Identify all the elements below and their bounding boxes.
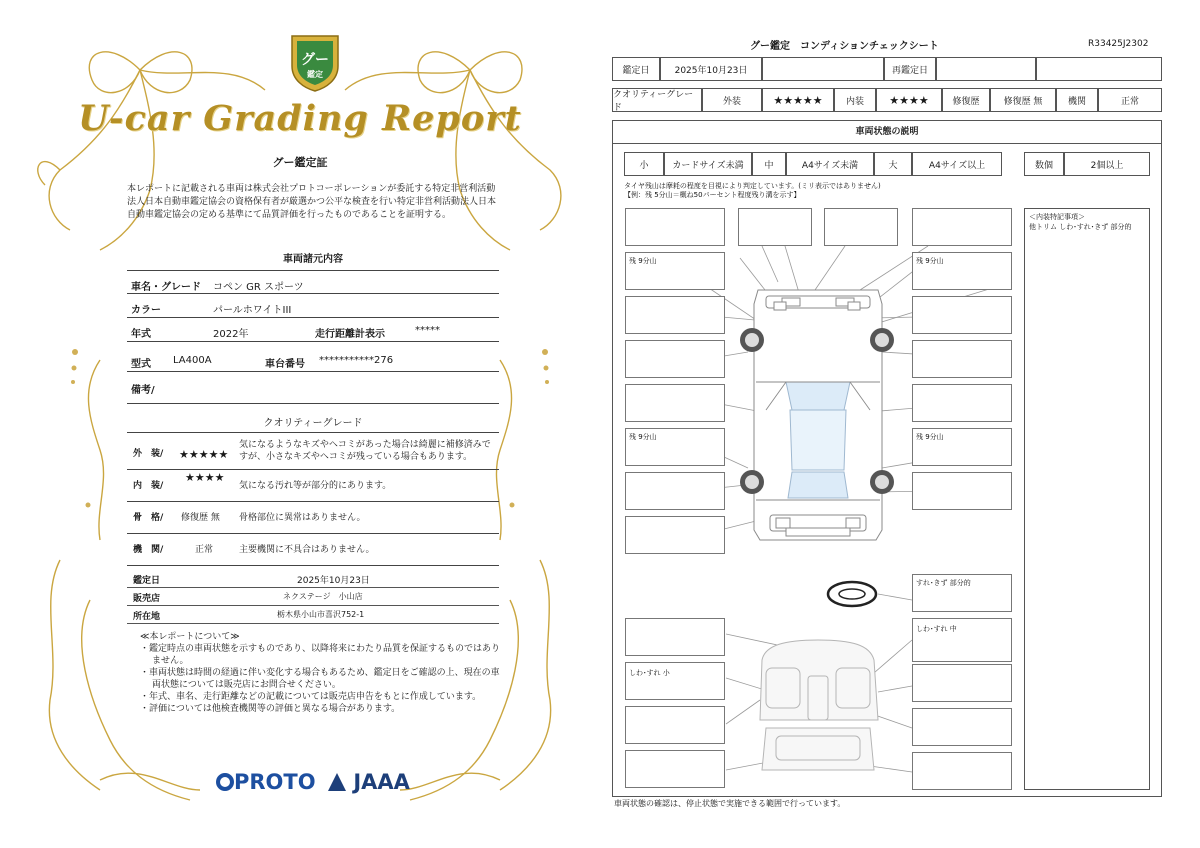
exterior-description: 気になるようなキズやヘコミがあった場合は綺麗に補修済みですが、小さなキズやヘコミが残っている場合もあります。 bbox=[239, 440, 491, 462]
interior-remarks-text: 他トリム しわ･すれ･きず 部分的 bbox=[1029, 223, 1132, 231]
reinspect-label: 再鑑定日 bbox=[884, 57, 936, 81]
steering-note: すれ･きず 部分的 bbox=[916, 579, 971, 587]
name-label: 車名・グレード bbox=[131, 282, 201, 293]
ext-stars: ★★★★★ bbox=[762, 88, 834, 112]
tire-front-left: 残 9分山 bbox=[629, 257, 657, 265]
frame-value: 修復歴 無 bbox=[181, 513, 220, 523]
odometer-value: ***** bbox=[415, 325, 440, 336]
spec-row-color bbox=[127, 294, 499, 318]
seat-note-right: しわ･すれ 中 bbox=[916, 625, 957, 633]
spec-row-year bbox=[127, 318, 499, 342]
quality-row-frame bbox=[127, 502, 499, 534]
damage-box bbox=[625, 428, 725, 466]
legend-large: 大 bbox=[874, 152, 912, 176]
jaaa-logo: JAAA bbox=[328, 770, 410, 794]
engine-label: 機関 bbox=[1056, 88, 1098, 112]
frame-description: 骨格部位に異常はありません。 bbox=[239, 513, 366, 523]
tire-front-right: 残 9分山 bbox=[916, 257, 944, 265]
interior-remarks-heading: ＜内装特記事項＞ bbox=[1029, 213, 1085, 221]
interior-stars: ★★★★ bbox=[185, 471, 225, 484]
date-value: 2025年10月23日 bbox=[297, 576, 370, 586]
damage-box bbox=[824, 208, 898, 246]
interior-box bbox=[625, 618, 725, 656]
proto-mark-icon bbox=[216, 773, 234, 791]
interior-box bbox=[625, 750, 725, 788]
year-label: 年式 bbox=[131, 329, 151, 340]
note-item: ・年式、車名、走行距離などの記載については販売店申告をもとに作成しています。 bbox=[140, 692, 482, 702]
note-item: ・鑑定時点の車両状態を示すものであり、以降将来にわたり品質を保証するものではありません。 bbox=[140, 644, 501, 666]
sheet-ref: R33425J2302 bbox=[1088, 39, 1149, 49]
damage-box bbox=[625, 252, 725, 290]
spec-heading: 車両諸元内容 bbox=[283, 254, 343, 265]
interior-description: 気になる汚れ等が部分的にあります。 bbox=[239, 481, 392, 491]
damage-box bbox=[912, 384, 1012, 422]
quality-row-interior bbox=[127, 470, 499, 502]
damage-box bbox=[912, 252, 1012, 290]
model-value: LA400A bbox=[173, 355, 212, 366]
note-item: ・車両状態は時間の経過に伴い変化する場合もあるため、鑑定日をご確認の上、現在の車両状態については販売店にお問合せください。 bbox=[140, 668, 500, 690]
svg-text:鑑定: 鑑定 bbox=[307, 70, 323, 79]
interior-box bbox=[912, 708, 1012, 746]
ext-label: 外装 bbox=[702, 88, 762, 112]
damage-box bbox=[625, 472, 725, 510]
report-script-title: U-car Grading Report bbox=[78, 98, 522, 139]
damage-box bbox=[625, 384, 725, 422]
repair-value: 修復歴 無 bbox=[990, 88, 1056, 112]
qg-label: クオリティーグレード bbox=[612, 88, 702, 112]
seat-note-left: しわ･すれ 小 bbox=[629, 669, 670, 677]
footer-row-shop bbox=[127, 588, 499, 606]
address-value: 栃木県小山市喜沢752-1 bbox=[277, 610, 365, 619]
goo-kantei-badge-icon bbox=[288, 30, 342, 92]
interior-label: 内 装/ bbox=[133, 481, 164, 491]
damage-box bbox=[625, 516, 725, 554]
note-item: ・評価については他検査機関等の評価と異なる場合があります。 bbox=[140, 704, 401, 714]
legend-count-desc: 2個以上 bbox=[1064, 152, 1150, 176]
date-label: 鑑定日 bbox=[133, 576, 161, 586]
year-value: 2022年 bbox=[213, 329, 249, 340]
engine-label: 機 関/ bbox=[133, 545, 164, 555]
legend-small: 小 bbox=[624, 152, 664, 176]
condition-check-sheet bbox=[600, 0, 1200, 848]
sheet-title: グー鑑定 コンディションチェックシート bbox=[750, 41, 939, 52]
tire-note-1: タイヤ残山は摩耗の程度を目視により判定しています。(ミリ表示ではありません) bbox=[624, 182, 881, 190]
color-label: カラー bbox=[131, 305, 161, 316]
steering-box bbox=[912, 574, 1012, 612]
damage-box bbox=[625, 340, 725, 378]
chassis-value: ***********276 bbox=[319, 355, 394, 366]
spec-row-name bbox=[127, 270, 499, 294]
damage-box bbox=[625, 296, 725, 334]
interior-box bbox=[625, 662, 725, 700]
footer-row-date bbox=[127, 570, 499, 588]
odometer-label: 走行距離計表示 bbox=[315, 329, 385, 340]
damage-box bbox=[912, 340, 1012, 378]
date-label: 鑑定日 bbox=[612, 57, 660, 81]
interior-diagram bbox=[760, 640, 878, 770]
shop-label: 販売店 bbox=[133, 594, 161, 604]
bottom-note: 車両状態の確認は、停止状態で実施できる範囲で行っています。 bbox=[614, 799, 846, 808]
certificate-title: グー鑑定証 bbox=[272, 156, 328, 169]
quality-row-exterior bbox=[127, 432, 499, 470]
damage-box bbox=[912, 472, 1012, 510]
tire-note-2: 【例：残 5分山＝概ね50パーセント程度残り溝を示す】 bbox=[624, 191, 801, 199]
tire-rear-right: 残 9分山 bbox=[916, 433, 944, 441]
tire-rear-left: 残 9分山 bbox=[629, 433, 657, 441]
interior-box bbox=[912, 618, 1012, 662]
exterior-stars: ★★★★★ bbox=[179, 448, 229, 461]
int-stars: ★★★★ bbox=[876, 88, 942, 112]
quality-row-engine bbox=[127, 534, 499, 566]
engine-description: 主要機関に不具合はありません。 bbox=[239, 545, 375, 555]
color-value: パールホワイトIII bbox=[213, 305, 292, 316]
exterior-label: 外 装/ bbox=[133, 449, 164, 459]
spec-row-model bbox=[127, 348, 499, 372]
engine-value: 正常 bbox=[195, 545, 214, 555]
remarks-label: 備考/ bbox=[131, 385, 155, 396]
shop-value: ネクステージ 小山店 bbox=[283, 592, 363, 601]
chassis-label: 車台番号 bbox=[265, 359, 305, 370]
interior-remarks-box bbox=[1024, 208, 1150, 790]
steering-wheel-icon bbox=[828, 582, 876, 606]
certificate-intro: 本レポートに記載される車両は株式会社プロトコーポレーションが委託する特定非営利活動法人日本自動車鑑定協会の資格保有者が厳選かつ公平な検査を行い特定非営利活動法人日本自動車鑑定協会の定める基準にて品質評価を行ったものであることを証明する。 bbox=[127, 184, 497, 220]
footer-row-address bbox=[127, 606, 499, 624]
quality-heading: クオリティーグレード bbox=[263, 418, 363, 429]
proto-logo: PROTO bbox=[216, 770, 316, 794]
legend-small-desc: カードサイズ未満 bbox=[664, 152, 752, 176]
notes-title: ≪本レポートについて≫ bbox=[140, 632, 240, 642]
model-label: 型式 bbox=[131, 359, 151, 370]
interior-box bbox=[912, 752, 1012, 790]
spec-row-remarks bbox=[127, 374, 499, 404]
name-value: コペン GR スポーツ bbox=[213, 282, 304, 293]
interior-box bbox=[912, 664, 1012, 702]
legend-medium: 中 bbox=[752, 152, 786, 176]
damage-box bbox=[912, 296, 1012, 334]
legend-medium-desc: A4サイズ未満 bbox=[786, 152, 874, 176]
jaaa-mark-icon bbox=[328, 773, 346, 791]
interior-box bbox=[625, 706, 725, 744]
legend-count: 数個 bbox=[1024, 152, 1064, 176]
damage-box bbox=[625, 208, 725, 246]
damage-box bbox=[912, 208, 1012, 246]
repair-label: 修復歴 bbox=[942, 88, 990, 112]
legend-large-desc: A4サイズ以上 bbox=[912, 152, 1002, 176]
int-label: 内装 bbox=[834, 88, 876, 112]
damage-box bbox=[738, 208, 812, 246]
report-notes bbox=[140, 631, 500, 715]
svg-text:グー: グー bbox=[301, 52, 329, 68]
damage-box bbox=[912, 428, 1012, 466]
state-heading: 車両状態の説明 bbox=[612, 120, 1162, 144]
address-label: 所在地 bbox=[133, 612, 161, 622]
engine-value: 正常 bbox=[1098, 88, 1162, 112]
date-value: 2025年10月23日 bbox=[660, 57, 762, 81]
frame-label: 骨 格/ bbox=[133, 513, 164, 523]
